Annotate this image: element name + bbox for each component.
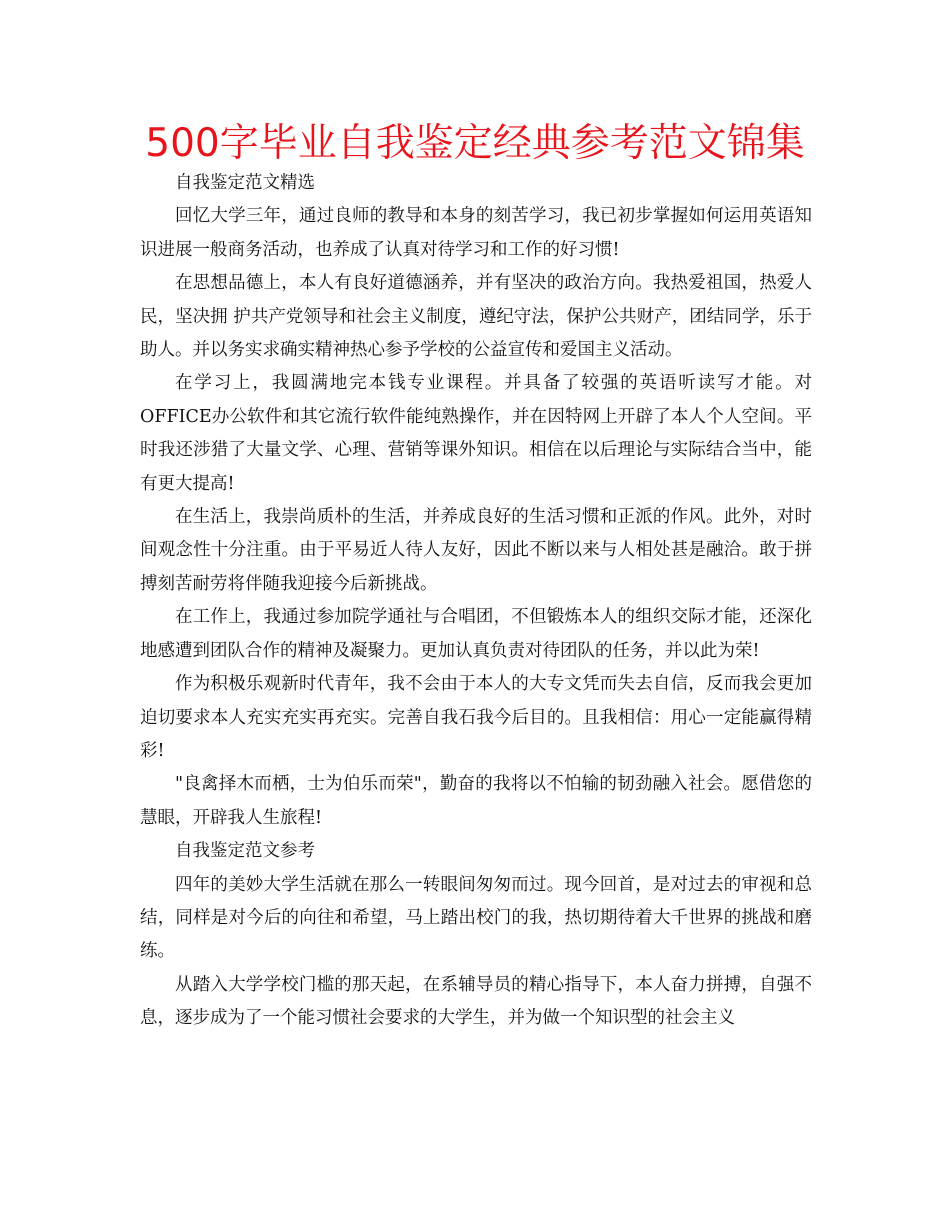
paragraph: 在生活上，我崇尚质朴的生活，并养成良好的生活习惯和正派的作风。此外，对时间观念性十分注重。由于平易近人待人友好，因此不断以来与人相处甚是融洽。敢于拼搏刻苦耐劳将伴随我迎接今后新挑战。 xyxy=(140,507,812,594)
document-title: 500字毕业自我鉴定经典参考范文锦集 xyxy=(145,121,805,166)
paragraph: 在学习上，我圆满地完本钱专业课程。并具备了较强的英语听读写才能。对OFFICE办公软件和其它流行软件能纯熟操作，并在因特网上开辟了本人个人空间。平时我还涉猎了大量文学、心理、营销等课外知识。相信在以后理论与实际结合当中，能有更大提高! xyxy=(140,373,812,494)
paragraph: 四年的美妙大学生活就在那么一转眼间匆匆而过。现今回首，是对过去的审视和总结，同样是对今后的向往和希望，马上踏出校门的我，热切期待着大千世界的挑战和磨练。 xyxy=(140,874,812,962)
section-heading: 自我鉴定范文参考 xyxy=(175,841,315,862)
paragraph: 回忆大学三年，通过良师的教导和本身的刻苦学习，我已初步掌握如何运用英语知识进展一般商务活动，也养成了认真对待学习和工作的好习惯! xyxy=(140,206,812,260)
document-body xyxy=(140,167,812,1036)
paragraph: 在工作上，我通过参加院学通社与合唱团，不但锻炼本人的组织交际才能，还深化地感遭到团队合作的精神及凝聚力。更加认真负责对待团队的任务，并以此为荣! xyxy=(140,607,812,661)
paragraph: "良禽择木而栖，士为伯乐而荣"，勤奋的我将以不怕输的韧劲融入社会。愿借您的慧眼，开辟我人生旅程! xyxy=(140,774,812,828)
section-heading: 自我鉴定范文精选 xyxy=(175,173,315,193)
paragraph: 作为积极乐观新时代青年，我不会由于本人的大专文凭而失去自信，反而我会更加迫切要求本人充实充实再充实。完善自我石我今后目的。且我相信：用心一定能赢得精彩! xyxy=(140,674,812,761)
paragraph: 从踏入大学学校门槛的那天起，在系辅导员的精心指导下，本人奋力拼搏，自强不息，逐步成为了一个能习惯社会要求的大学生，并为做一个知识型的社会主义 xyxy=(140,974,812,1029)
paragraph: 在思想品德上，本人有良好道德涵养，并有坚决的政治方向。我热爱祖国，热爱人民，坚决拥 护共产党领导和社会主义制度，遵纪守法，保护公共财产，团结同学，乐于助人。并以务实求确实精神热心参予学校的公益宣传和爱国主义活动。 xyxy=(140,273,812,361)
